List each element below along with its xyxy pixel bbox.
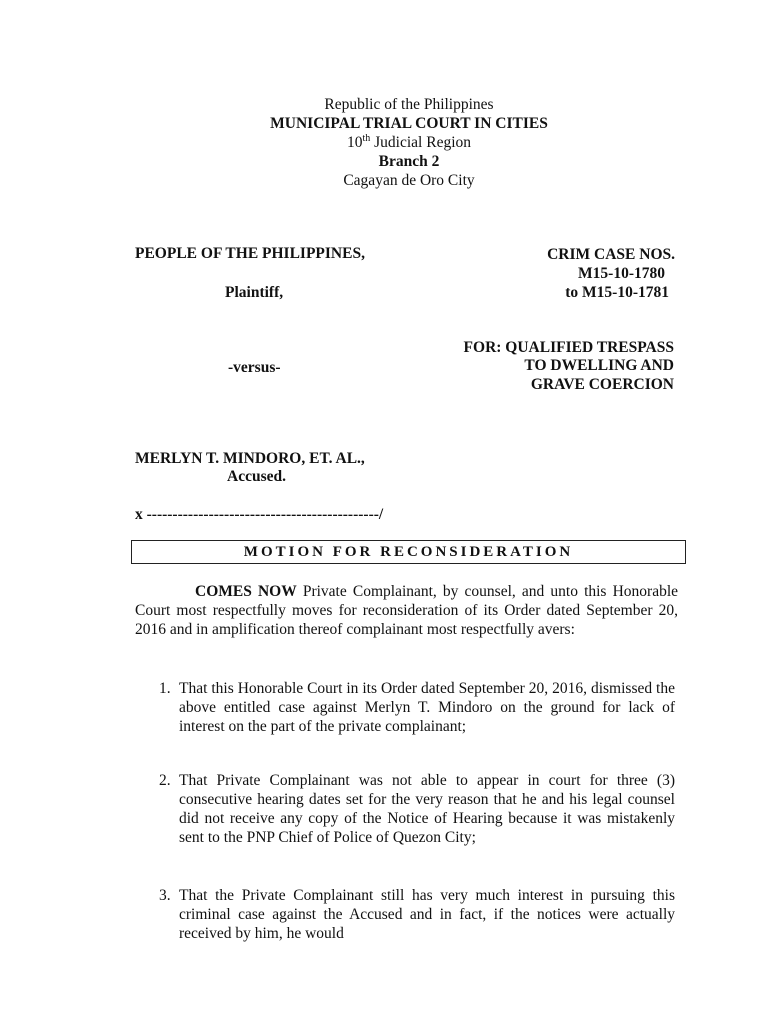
list-item-number: 3. (159, 887, 171, 904)
intro-text: Private Complainant, by counsel, and unto this Honorable Court most respectfully moves for reconsideration of its Order dated September 20, 2016 and in amplification thereof complainant most respectfully avers: (135, 583, 679, 638)
list-item-number: 1. (159, 680, 171, 697)
region-number: 10 (346, 134, 363, 151)
intro-paragraph (135, 582, 678, 639)
list-item-text: That this Honorable Court in its Order dated September 20, 2016, dismissed the above entitled case against Merlyn T. Mindoro on the ground for lack of interest on the part of the private complainant; (179, 680, 675, 735)
list-item-text: That the Private Complainant still has very much interest in pursuing this criminal case against the Accused and in fact, if the notices were actually received by him, he would (179, 887, 675, 942)
offense-line-3: GRAVE COERCION (530, 376, 674, 393)
accused-name: MERLYN T. MINDORO, ET. AL., (135, 450, 365, 467)
versus-label: -versus- (228, 359, 281, 376)
header-region (0, 133, 768, 152)
header-branch: Branch 2 (378, 153, 440, 170)
plaintiff-label: Plaintiff, (225, 284, 284, 301)
offense-line-1: FOR: QUALIFIED TRESPASS (463, 339, 674, 356)
list-item-number: 2. (159, 772, 171, 789)
region-suffix: th (362, 132, 371, 144)
case-number-start: M15-10-1780 (578, 265, 665, 282)
motion-title: MOTION FOR RECONSIDERATION (131, 540, 686, 564)
header-court: MUNICIPAL TRIAL COURT IN CITIES (270, 115, 548, 132)
accused-label: Accused. (227, 468, 286, 485)
case-number-end: to M15-10-1781 (565, 284, 669, 301)
case-number-heading: CRIM CASE NOS. (547, 246, 675, 263)
header-city: Cagayan de Oro City (343, 172, 475, 189)
list-item-text: That Private Complainant was not able to appear in court for three (3) consecutive hearing dates set for the very reason that he and his legal counsel did not receive any copy of the Notice of Hearing because it was mistakenly sent to the PNP Chief of Police of Quezon City; (179, 772, 675, 846)
caption-separator: x ---------------------------------------------/ (135, 506, 384, 523)
offense-line-2: TO DWELLING AND (524, 357, 674, 374)
court-header (0, 95, 768, 190)
intro-lead: COMES NOW (195, 583, 297, 600)
region-text: Judicial Region (370, 134, 472, 151)
header-republic: Republic of the Philippines (324, 96, 494, 113)
plaintiff-name: PEOPLE OF THE PHILIPPINES, (135, 245, 365, 262)
